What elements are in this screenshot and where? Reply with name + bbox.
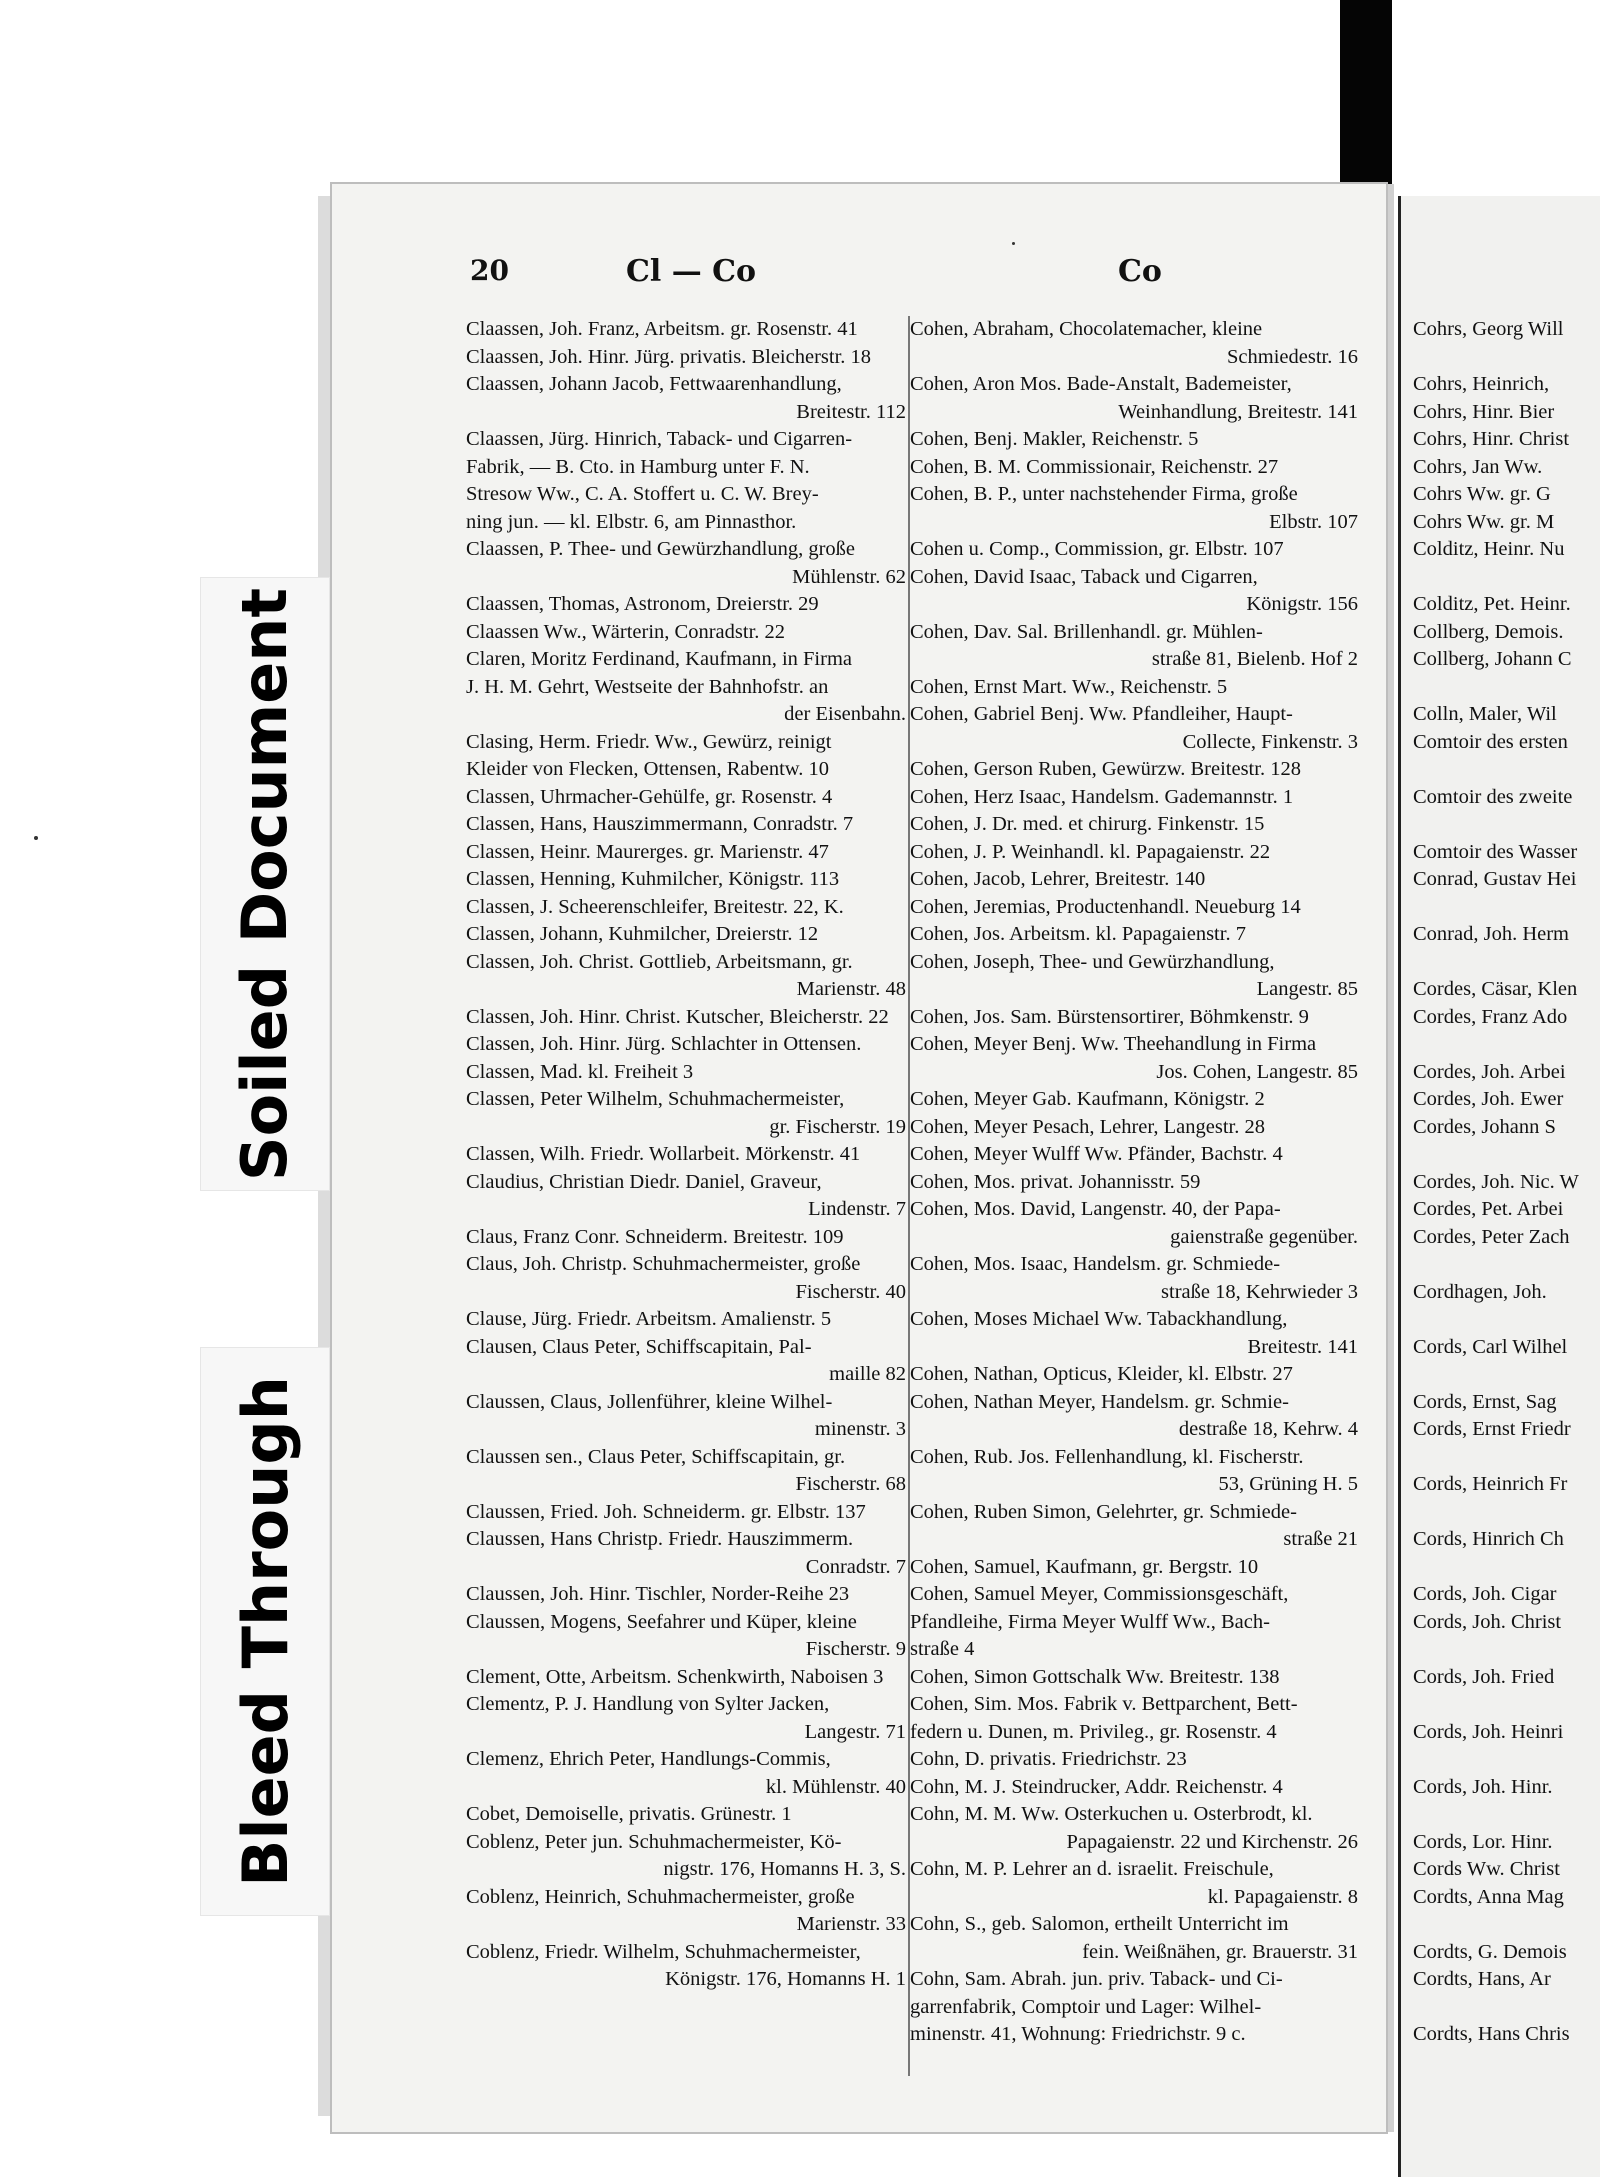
directory-entry-line: Claren, Moritz Ferdinand, Kaufmann, in Firma — [466, 648, 852, 670]
next-page-entry-line: Cordts, Hans, Ar — [1413, 1968, 1551, 1990]
directory-entry-line: Langestr. 71 — [804, 1720, 906, 1743]
directory-entry-line: Claassen Ww., Wärterin, Conradstr. 22 — [466, 620, 786, 643]
next-page-entry-line: Colditz, Heinr. Nu — [1413, 538, 1565, 560]
next-page-entry-line: Cords, Carl Wilhel — [1413, 1335, 1568, 1358]
next-page-entry-line: Cords, Hinrich Ch — [1413, 1528, 1564, 1550]
next-page-entry-line: Colditz, Pet. Heinr. — [1413, 593, 1571, 615]
next-page-entry-line: Cords, Ernst, Sag — [1413, 1390, 1557, 1413]
next-page-entry-line: Conrad, Gustav Hei — [1413, 868, 1577, 890]
next-page-entry-line: Cordts, Hans Chris — [1413, 2023, 1570, 2045]
directory-entry-line: Classen, Joh. Hinr. Christ. Kutscher, Bleicherstr. 22 — [466, 1005, 889, 1028]
directory-entry-line: Classen, Johann, Kuhmilcher, Dreierstr. 12 — [466, 923, 819, 945]
directory-entry-line: fein. Weißnähen, gr. Brauerstr. 31 — [1082, 1940, 1358, 1963]
next-page-entry-line: Cordes, Joh. Arbei — [1413, 1060, 1566, 1083]
directory-entry-line: Mühlenstr. 62 — [792, 565, 906, 588]
directory-entry-line: Cohen, David Isaac, Taback und Cigarren, — [910, 565, 1258, 588]
next-page-entry-line: Cords, Lor. Hinr. — [1413, 1830, 1553, 1853]
directory-entry-line: nigstr. 176, Homanns H. 3, S. — [663, 1858, 906, 1880]
directory-entry-line: Cohn, Sam. Abrah. jun. priv. Taback- und Ci- — [910, 1968, 1283, 1990]
directory-entry-line: Marienstr. 48 — [796, 978, 906, 1000]
directory-entry-line: Cohen, B. M. Commissionair, Reichenstr. 27 — [910, 455, 1279, 478]
next-page-entry-line: Comtoir des Wasser — [1413, 840, 1578, 863]
next-page-entry-line — [1413, 344, 1600, 372]
directory-entry-line: Fischerstr. 68 — [795, 1473, 906, 1495]
next-page-entry-line — [1413, 949, 1600, 977]
directory-entry-line: Cohen, Meyer Gab. Kaufmann, Königstr. 2 — [910, 1088, 1265, 1110]
directory-entry-line: Claus, Joh. Christp. Schuhmachermeister, große — [466, 1253, 861, 1275]
directory-entry-line: Königstr. 156 — [1246, 593, 1358, 615]
next-page-entry-line: Cohrs, Hinr. Christ — [1413, 428, 1570, 450]
soiled-document-label — [200, 577, 330, 1191]
directory-entry-line: Classen, Heinr. Maurerges. gr. Marienstr. 47 — [466, 840, 829, 863]
next-page-entry-line — [1413, 1444, 1600, 1472]
directory-entry-line: Langestr. 85 — [1256, 978, 1358, 1000]
bleed-through-text: Bleed Through — [228, 1376, 302, 1887]
soiled-document-text: Soiled Document — [228, 587, 302, 1181]
directory-entry-line: Clementz, P. J. Handlung von Sylter Jacken, — [466, 1693, 830, 1715]
next-page-entry-line — [1413, 1361, 1600, 1389]
directory-entry-line: Claussen, Claus, Jollenführer, kleine Wilhel- — [466, 1390, 833, 1413]
next-page-entry-line — [1413, 1251, 1600, 1279]
next-page-entry-line: Cords, Joh. Fried — [1413, 1665, 1555, 1688]
directory-entry-line: federn u. Dunen, m. Privileg., gr. Rosenstr. 4 — [910, 1720, 1277, 1743]
directory-entry-line: ning jun. — kl. Elbstr. 6, am Pinnasthor. — [466, 510, 797, 533]
directory-entry-line: Cohen, Meyer Pesach, Lehrer, Langestr. 28 — [910, 1115, 1265, 1138]
next-page-entry-line: Cohrs Ww. gr. M — [1413, 510, 1555, 533]
directory-entry-line: Cohen u. Comp., Commission, gr. Elbstr. 107 — [910, 538, 1284, 560]
next-page-entry-line: Cohrs Ww. gr. G — [1413, 483, 1551, 505]
next-page-entry-line: Cordts, G. Demois — [1413, 1940, 1567, 1963]
next-page-entry-line — [1413, 564, 1600, 592]
directory-entry-line: destraße 18, Kehrw. 4 — [1178, 1418, 1358, 1440]
next-page-entry-line: Cohrs, Heinrich, — [1413, 373, 1550, 395]
running-head-right: Co — [1118, 254, 1162, 289]
running-head-left: Cl — Co — [626, 254, 757, 289]
directory-entry-line: Cobet, Demoiselle, privatis. Grünestr. 1 — [466, 1803, 792, 1825]
directory-entry-line: Classen, Henning, Kuhmilcher, Königstr. 113 — [466, 868, 840, 890]
directory-entry-line: Conradstr. 7 — [805, 1555, 906, 1578]
directory-entry-line: Kleider von Flecken, Ottensen, Rabentw. 10 — [466, 758, 830, 780]
directory-entry-line: Cohen, Moses Michael Ww. Tabackhandlung, — [910, 1308, 1288, 1330]
directory-entry-line: straße 81, Bielenb. Hof 2 — [1151, 648, 1358, 670]
directory-entry-line: 53, Grüning H. 5 — [1218, 1473, 1358, 1495]
directory-entry-line: Clement, Otte, Arbeitsm. Schenkwirth, Naboisen 3 — [466, 1665, 884, 1688]
directory-entry-line: maille 82 — [829, 1363, 906, 1385]
directory-entry-line: Claassen, Jürg. Hinrich, Taback- und Cigarren- — [466, 428, 853, 450]
next-page-entry-line — [1413, 1911, 1600, 1939]
next-page-entry-line — [1413, 1994, 1600, 2022]
directory-entry-line: Cohen, Mos. David, Langenstr. 40, der Papa- — [910, 1198, 1281, 1220]
directory-entry-line: Cohen, B. P., unter nachstehender Firma, große — [910, 483, 1298, 505]
next-page-entry-line — [1413, 1636, 1600, 1664]
next-page-entry-line: Cords, Heinrich Fr — [1413, 1473, 1568, 1495]
next-page-entry-line: Cohrs, Georg Will — [1413, 318, 1564, 340]
directory-entry-line: Cohen, Meyer Wulff Ww. Pfänder, Bachstr. 4 — [910, 1143, 1283, 1165]
next-page-entry-line: Cordhagen, Joh. — [1413, 1280, 1547, 1303]
next-page-entry-line: Cohrs, Jan Ww. — [1413, 455, 1543, 478]
directory-entry-line: Cohen, Joseph, Thee- und Gewürzhandlung, — [910, 950, 1275, 973]
directory-entry-line: Claudius, Christian Diedr. Daniel, Graveur, — [466, 1170, 822, 1193]
directory-entry-line: Cohen, Ernst Mart. Ww., Reichenstr. 5 — [910, 675, 1228, 698]
dust-speck — [1012, 242, 1015, 245]
next-page-entry-line — [1413, 811, 1600, 839]
directory-entry-line: minenstr. 3 — [814, 1418, 906, 1440]
directory-entry-line: Marienstr. 33 — [796, 1913, 906, 1935]
directory-entry-line: Cohn, S., geb. Salomon, ertheilt Unterricht im — [910, 1913, 1289, 1935]
directory-entry-line: Cohen, Jos. Sam. Bürstensortirer, Böhmkenstr. 9 — [910, 1005, 1309, 1028]
directory-entry-line: Fischerstr. 9 — [805, 1638, 906, 1660]
next-page-entry-line — [1413, 1141, 1600, 1169]
directory-entry-line: Claussen, Fried. Joh. Schneiderm. gr. Elbstr. 137 — [466, 1500, 866, 1523]
directory-entry-line: Pfandleihe, Firma Meyer Wulff Ww., Bach- — [910, 1610, 1270, 1633]
directory-entry-line: Cohen, Nathan Meyer, Handelsm. gr. Schmie- — [910, 1390, 1289, 1413]
directory-entry-line: Cohen, Benj. Makler, Reichenstr. 5 — [910, 428, 1199, 450]
directory-entry-line: Classen, Hans, Hauszimmermann, Conradstr. 7 — [466, 813, 854, 835]
directory-entry-line: Cohen, Simon Gottschalk Ww. Breitestr. 138 — [910, 1665, 1280, 1688]
next-page-entry-line — [1413, 674, 1600, 702]
directory-entry-line: Cohen, Sim. Mos. Fabrik v. Bettparchent, Bett- — [910, 1693, 1298, 1715]
next-page-column — [1413, 316, 1600, 2049]
directory-entry-line: Cohen, Nathan, Opticus, Kleider, kl. Elbstr. 27 — [910, 1363, 1293, 1385]
directory-entry-line: Claussen, Joh. Hinr. Tischler, Norder-Reihe 23 — [466, 1583, 850, 1605]
next-page-entry-line: Cords, Joh. Cigar — [1413, 1583, 1557, 1605]
directory-entry-line: Clausen, Claus Peter, Schiffscapitain, Pal- — [466, 1335, 812, 1358]
directory-entry-line: Papagaienstr. 22 und Kirchenstr. 26 — [1066, 1830, 1358, 1853]
next-page-entry-line: Cordes, Pet. Arbei — [1413, 1198, 1564, 1220]
directory-entry-line: Cohen, Mos. Isaac, Handelsm. gr. Schmiede- — [910, 1253, 1281, 1275]
directory-entry-line: Cohen, Abraham, Chocolatemacher, kleine — [910, 318, 1263, 340]
directory-entry-line: Lindenstr. 7 — [808, 1198, 906, 1220]
directory-entry-line: Schmiedestr. 16 — [1227, 345, 1358, 368]
directory-entry-line: Coblenz, Heinrich, Schuhmachermeister, große — [466, 1885, 855, 1908]
directory-entry-line: J. H. M. Gehrt, Westseite der Bahnhofstr. an — [466, 675, 829, 698]
directory-entry-line: der Eisenbahn. — [784, 703, 906, 725]
directory-entry-line: straße 4 — [910, 1638, 975, 1660]
directory-entry-line: Jos. Cohen, Langestr. 85 — [1156, 1060, 1358, 1083]
directory-entry-line: Cohen, Aron Mos. Bade-Anstalt, Bademeister, — [910, 373, 1292, 395]
directory-entry-line: Cohen, Samuel Meyer, Commissionsgeschäft, — [910, 1583, 1289, 1605]
directory-entry-line: Classen, Wilh. Friedr. Wollarbeit. Mörkenstr. 41 — [466, 1143, 861, 1165]
next-page-entry-line: Cordes, Johann S — [1413, 1115, 1556, 1138]
dust-speck — [34, 836, 38, 840]
directory-entry-line: Cohen, Samuel, Kaufmann, gr. Bergstr. 10 — [910, 1555, 1259, 1578]
directory-entry-line: Claussen, Mogens, Seefahrer und Küper, kleine — [466, 1610, 857, 1633]
next-page-entry-line — [1413, 1691, 1600, 1719]
directory-entry-line: Elbstr. 107 — [1269, 510, 1358, 533]
next-page-entry-line: Cordes, Cäsar, Klen — [1413, 978, 1578, 1000]
directory-entry-line: Cohen, Ruben Simon, Gelehrter, gr. Schmiede- — [910, 1500, 1297, 1523]
directory-entry-line: Coblenz, Friedr. Wilhelm, Schuhmachermeister, — [466, 1940, 861, 1963]
directory-entry-line: gaienstraße gegenüber. — [1170, 1225, 1358, 1248]
directory-entry-line: Cohen, J. Dr. med. et chirurg. Finkenstr. 15 — [910, 813, 1265, 835]
directory-entry-line: Claassen, P. Thee- und Gewürzhandlung, große — [466, 538, 856, 560]
directory-entry-line: Claassen, Johann Jacob, Fettwaarenhandlung, — [466, 373, 842, 395]
directory-entry-line: Cohn, M. M. Ww. Osterkuchen u. Osterbrodt, kl. — [910, 1803, 1313, 1825]
directory-entry-line: garrenfabrik, Comptoir und Lager: Wilhel- — [910, 1995, 1262, 2018]
next-page-entry-line — [1413, 756, 1600, 784]
directory-entry-line: kl. Mühlenstr. 40 — [765, 1775, 906, 1798]
directory-entry-line: Claassen, Joh. Franz, Arbeitsm. gr. Rosenstr. 41 — [466, 318, 858, 340]
directory-entry-line: Weinhandlung, Breitestr. 141 — [1118, 400, 1358, 423]
directory-entry-line: Cohen, Jacob, Lehrer, Breitestr. 140 — [910, 868, 1206, 890]
next-page-entry-line: Comtoir des zweite — [1413, 785, 1573, 808]
next-page-entry-line — [1413, 894, 1600, 922]
directory-entry-line: Cohen, Gerson Ruben, Gewürzw. Breitestr. 128 — [910, 758, 1301, 780]
directory-entry-line: Clemenz, Ehrich Peter, Handlungs-Commis, — [466, 1748, 831, 1770]
directory-entry-line: Claassen, Joh. Hinr. Jürg. privatis. Bleicherstr. 18 — [466, 345, 872, 368]
next-page-entry-line: Cords, Joh. Heinri — [1413, 1720, 1564, 1743]
next-page-entry-line — [1413, 1499, 1600, 1527]
directory-entry-line: Fischerstr. 40 — [795, 1280, 906, 1303]
directory-entry-line: Classen, Peter Wilhelm, Schuhmachermeister, — [466, 1088, 845, 1110]
directory-entry-line: Stresow Ww., C. A. Stoffert u. C. W. Brey- — [466, 483, 819, 505]
directory-entry-line: Collecte, Finkenstr. 3 — [1182, 730, 1358, 753]
next-page-entry-line: Cordes, Joh. Ewer — [1413, 1088, 1564, 1110]
next-page-edge — [1398, 196, 1600, 2177]
directory-entry-line: Cohen, Meyer Benj. Ww. Theehandlung in Firma — [910, 1033, 1317, 1055]
directory-entry-line: Clause, Jürg. Friedr. Arbeitsm. Amalienstr. 5 — [466, 1308, 832, 1330]
directory-column-right — [910, 316, 1358, 2049]
next-page-entry-line: Cords Ww. Christ — [1413, 1858, 1560, 1880]
directory-entry-line: minenstr. 41, Wohnung: Friedrichstr. 9 c. — [910, 2023, 1246, 2045]
next-page-entry-line — [1413, 1801, 1600, 1829]
directory-entry-line: Claussen sen., Claus Peter, Schiffscapitain, gr. — [466, 1445, 846, 1468]
directory-entry-line: straße 21 — [1283, 1528, 1358, 1550]
directory-entry-line: Cohn, D. privatis. Friedrichstr. 23 — [910, 1748, 1187, 1770]
next-page-entry-line: Collberg, Demois. — [1413, 620, 1564, 643]
directory-entry-line: Classen, Mad. kl. Freiheit 3 — [466, 1060, 694, 1083]
directory-entry-line: Breitestr. 112 — [796, 400, 906, 423]
directory-entry-line: Cohen, Mos. privat. Johannisstr. 59 — [910, 1170, 1201, 1193]
directory-column-left — [466, 316, 906, 1994]
directory-entry-line: Cohen, Gabriel Benj. Ww. Pfandleiher, Haupt- — [910, 703, 1293, 725]
directory-entry-line: Claussen, Hans Christp. Friedr. Hauszimmerm. — [466, 1528, 854, 1550]
next-page-entry-line: Cordes, Joh. Nic. W — [1413, 1170, 1579, 1193]
directory-entry-line: Cohen, Jos. Arbeitsm. kl. Papagaienstr. 7 — [910, 923, 1246, 945]
directory-entry-line: Classen, Uhrmacher-Gehülfe, gr. Rosenstr. 4 — [466, 785, 833, 808]
next-page-entry-line — [1413, 1554, 1600, 1582]
directory-entry-line: Cohn, M. P. Lehrer an d. israelit. Freischule, — [910, 1858, 1274, 1880]
next-page-entry-line: Collberg, Johann C — [1413, 648, 1572, 670]
directory-entry-line: Königstr. 176, Homanns H. 1 — [665, 1968, 906, 1990]
directory-entry-line: straße 18, Kehrwieder 3 — [1161, 1280, 1358, 1303]
directory-entry-line: Coblenz, Peter jun. Schuhmachermeister, Kö- — [466, 1830, 842, 1853]
page-number: 20 — [470, 254, 509, 287]
directory-entry-line: Breitestr. 141 — [1247, 1335, 1358, 1358]
next-page-entry-line: Cordes, Peter Zach — [1413, 1225, 1570, 1248]
next-page-entry-line — [1413, 1306, 1600, 1334]
directory-entry-line: gr. Fischerstr. 19 — [769, 1115, 906, 1138]
next-page-entry-line: Cords, Joh. Hinr. — [1413, 1775, 1553, 1798]
directory-entry-line: Cohen, Herz Isaac, Handelsm. Gademannstr. 1 — [910, 785, 1294, 808]
bleed-through-label — [200, 1347, 330, 1916]
next-page-entry-line: Cordts, Anna Mag — [1413, 1885, 1564, 1908]
next-page-entry-line: Cords, Ernst Friedr — [1413, 1418, 1571, 1440]
next-page-entry-line — [1413, 1031, 1600, 1059]
directory-entry-line: Claus, Franz Conr. Schneiderm. Breitestr. 109 — [466, 1225, 844, 1248]
directory-entry-line: Fabrik, — B. Cto. in Hamburg unter F. N. — [466, 455, 810, 478]
directory-entry-line: Clasing, Herm. Friedr. Ww., Gewürz, reinigt — [466, 730, 832, 753]
directory-entry-line: Classen, Joh. Hinr. Jürg. Schlachter in Ottensen. — [466, 1033, 862, 1055]
directory-entry-line: Classen, Joh. Christ. Gottlieb, Arbeitsmann, gr. — [466, 950, 853, 973]
directory-entry-line: Claassen, Thomas, Astronom, Dreierstr. 29 — [466, 593, 819, 615]
directory-entry-line: Cohen, J. P. Weinhandl. kl. Papagaienstr. 22 — [910, 840, 1271, 863]
next-page-entry-line: Cordes, Franz Ado — [1413, 1005, 1568, 1028]
next-page-entry-line: Colln, Maler, Wil — [1413, 703, 1557, 725]
next-page-entry-line — [1413, 1746, 1600, 1774]
next-page-entry-line: Conrad, Joh. Herm — [1413, 923, 1570, 945]
directory-entry-line: Cohn, M. J. Steindrucker, Addr. Reichenstr. 4 — [910, 1775, 1283, 1798]
next-page-entry-line: Cohrs, Hinr. Bier — [1413, 400, 1555, 423]
directory-entry-line: kl. Papagaienstr. 8 — [1207, 1885, 1358, 1908]
next-page-entry-line: Comtoir des ersten — [1413, 730, 1568, 753]
directory-entry-line: Cohen, Dav. Sal. Brillenhandl. gr. Mühlen- — [910, 620, 1263, 643]
directory-entry-line: Classen, J. Scheerenschleifer, Breitestr. 22, K. — [466, 895, 844, 918]
next-page-entry-line: Cords, Joh. Christ — [1413, 1610, 1562, 1633]
directory-entry-line: Cohen, Rub. Jos. Fellenhandlung, kl. Fischerstr. — [910, 1445, 1304, 1468]
directory-entry-line: Cohen, Jeremias, Productenhandl. Neueburg 14 — [910, 895, 1301, 918]
